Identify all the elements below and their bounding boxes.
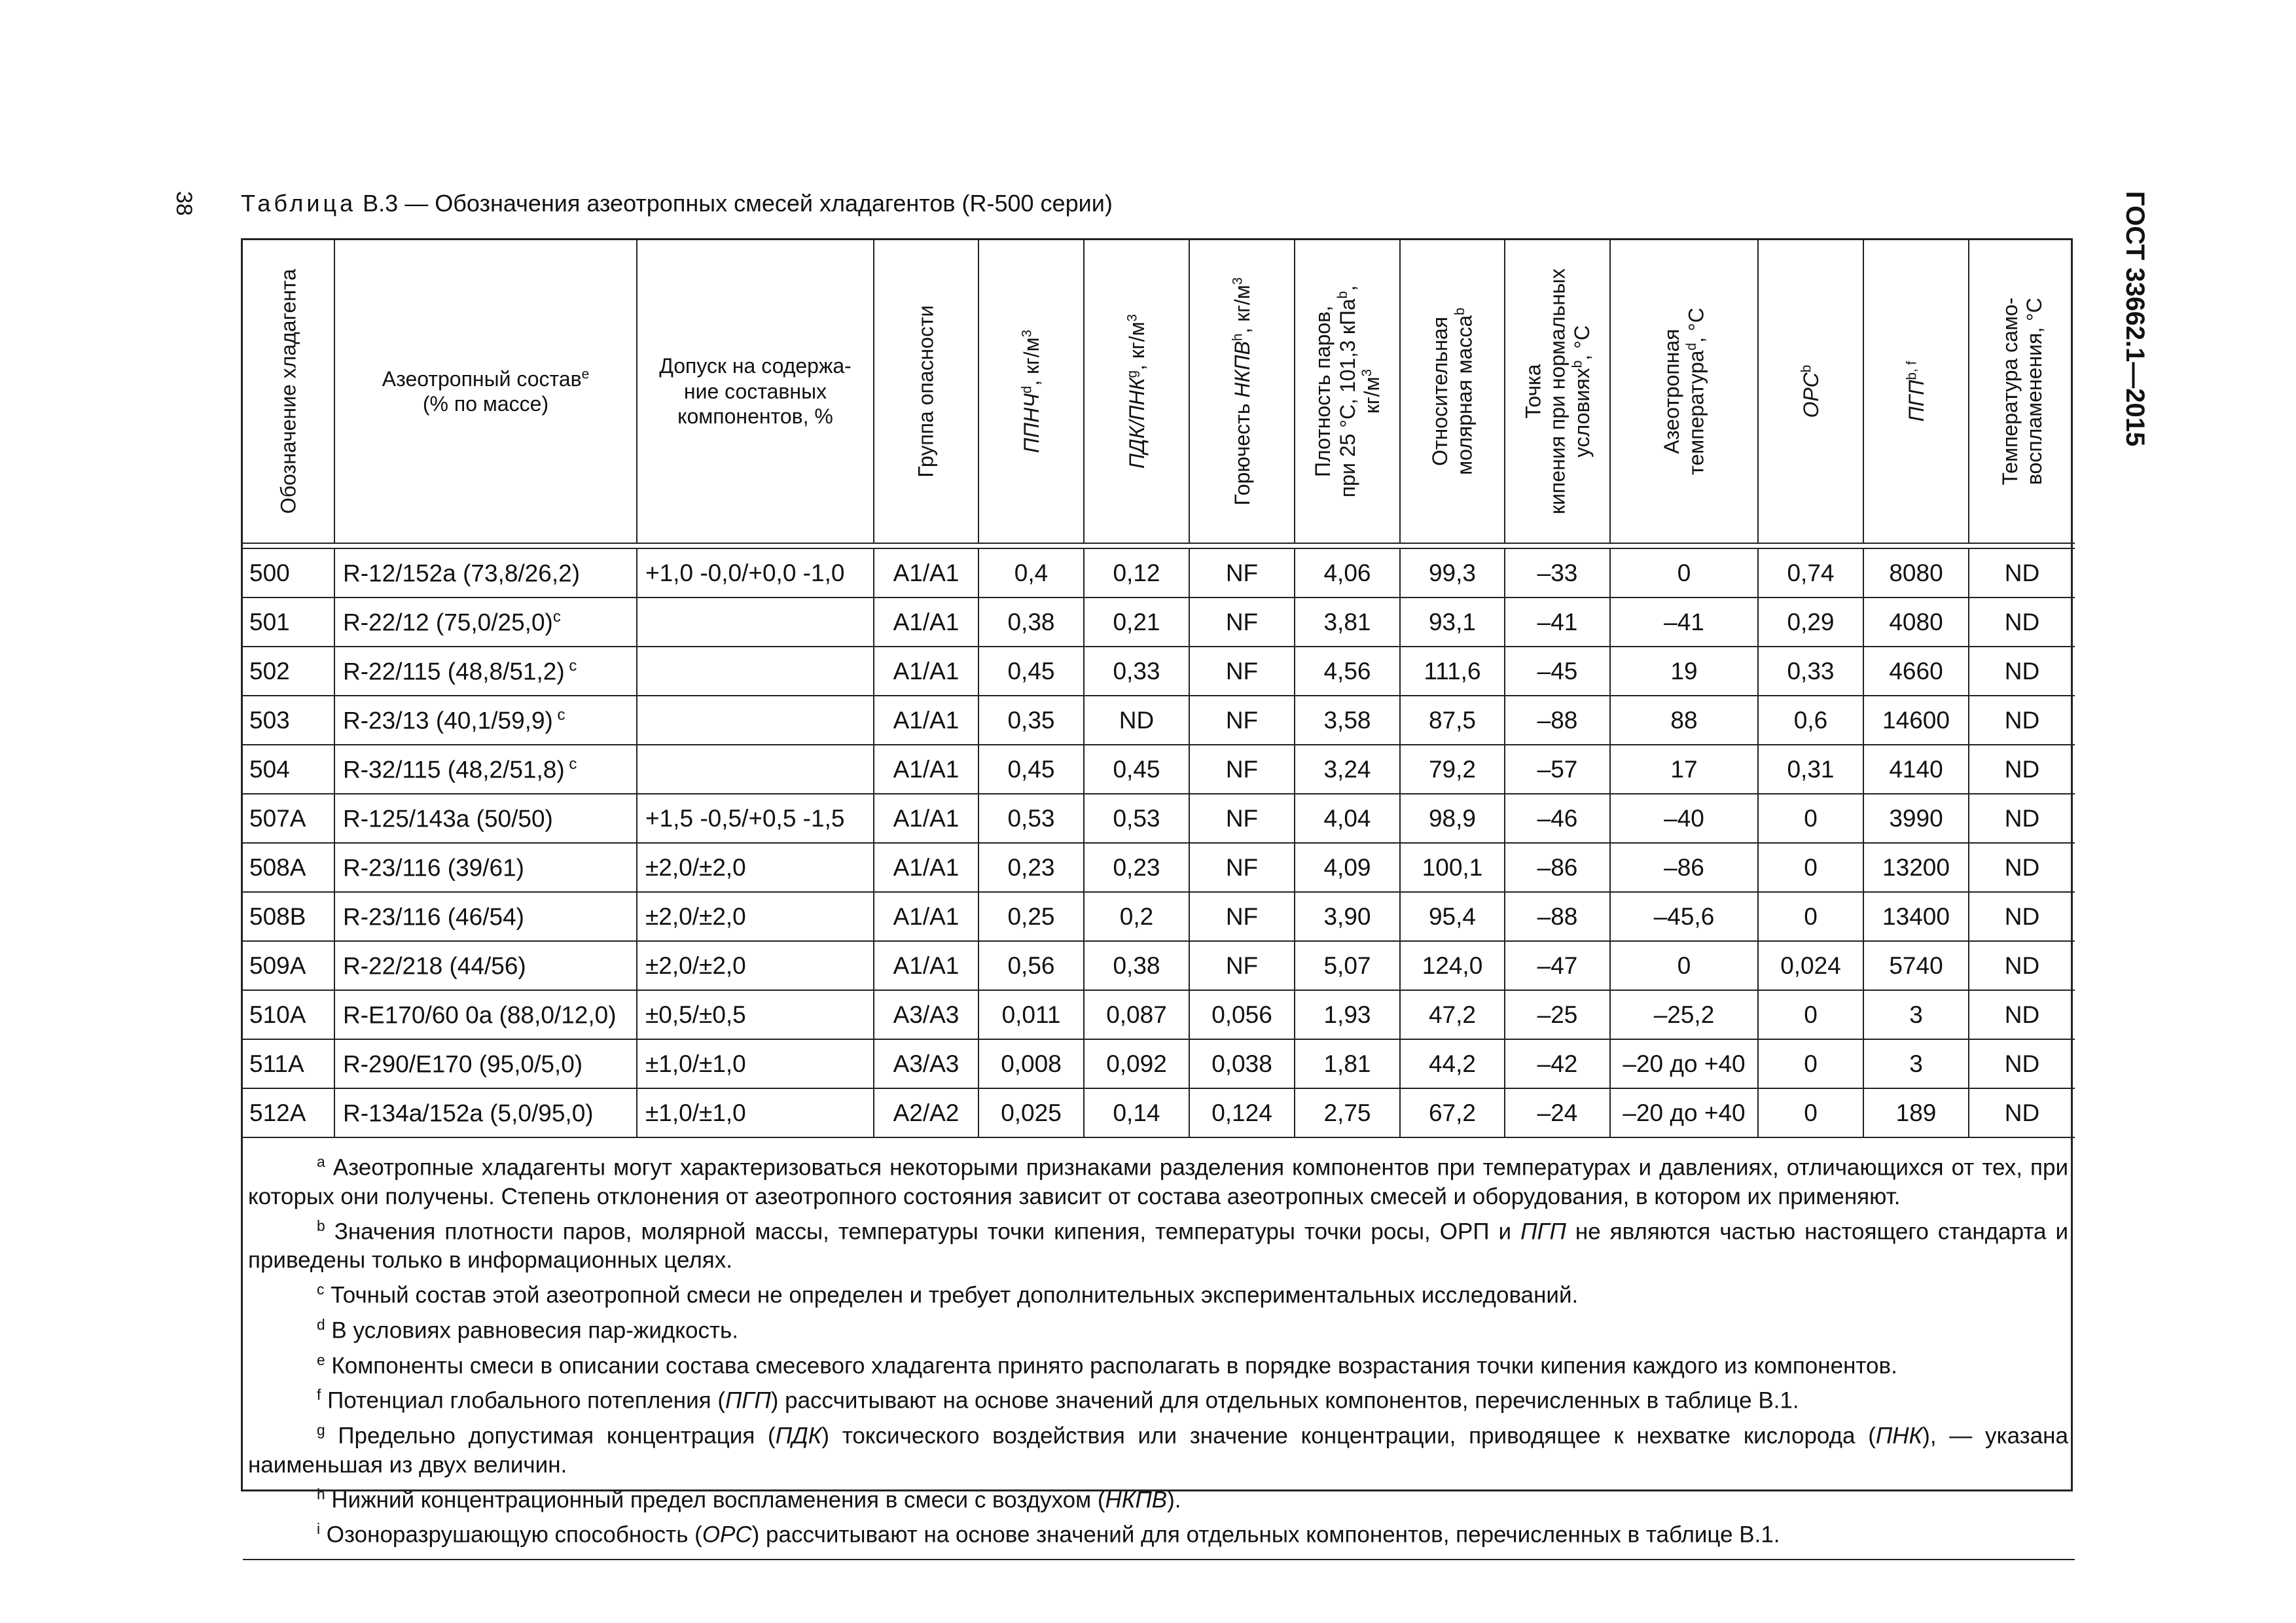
cell-safety-group: A2/A2 [874,1088,978,1137]
cell-pgp: 4080 [1863,597,1969,647]
cell-composition: R-32/115 (48,2/51,8) $^c$ [334,745,637,794]
cell-designation: 508A [243,843,334,892]
cell-composition: R-134a/152a (5,0/95,0) [334,1088,637,1137]
cell-autoignition: ND [1969,794,2075,843]
cell-safety-group: A1/A1 [874,696,978,745]
cell-azeotropic-temp: –40 [1610,794,1758,843]
cell-ppnch: 0,23 [978,843,1084,892]
cell-ppnch: 0,45 [978,647,1084,696]
cell-tolerance: ±0,5/±0,5 [637,990,874,1039]
cell-vapor-density: 3,24 [1295,745,1400,794]
footnote-d: $^d$ В условиях равновесия пар-жидкость. [317,1315,738,1344]
cell-ors: 0,29 [1758,597,1863,647]
cell-pdk: 0,53 [1084,794,1189,843]
table-row [243,597,2075,647]
cell-ppnch: 0,025 [978,1088,1084,1137]
cell-ors: 0,74 [1758,548,1863,597]
cell-safety-group: A1/A1 [874,941,978,990]
cell-ors: 0 [1758,1088,1863,1137]
cell-pgp: 5740 [1863,941,1969,990]
cell-composition: R-22/12 $(75,0/25,0)^c$ [334,597,637,647]
header-azeotropic-temp: Азеотропная температура$^d$, °С [1610,240,1758,543]
cell-ppnch: 0,4 [978,548,1084,597]
table-row [243,1039,2075,1088]
cell-tolerance: ±1,0/±1,0 [637,1039,874,1088]
cell-ppnch: 0,011 [978,990,1084,1039]
cell-molar-mass: 98,9 [1400,794,1505,843]
cell-composition: R-23/116 (39/61) [334,843,637,892]
cell-azeotropic-temp: 88 [1610,696,1758,745]
header-flammability: Горючесть НКПВ$^h$, $кг/м^3$ [1189,240,1295,543]
cell-autoignition: ND [1969,1039,2075,1088]
cell-pgp: 3990 [1863,794,1969,843]
cell-molar-mass: 99,3 [1400,548,1505,597]
cell-autoignition: ND [1969,990,2075,1039]
cell-azeotropic-temp: 19 [1610,647,1758,696]
cell-pgp: 13200 [1863,843,1969,892]
cell-designation: 501 [243,597,334,647]
header-gap [243,543,2075,548]
cell-boiling-point: –45 [1505,647,1610,696]
footnote-f: $^f$ Потенциал глобального потепления (ПГП) рассчитывают на основе значений для отдельных компонентов, перечисленных в таблице В.1. [317,1386,1799,1414]
cell-boiling-point: –47 [1505,941,1610,990]
cell-ppnch: 0,008 [978,1039,1084,1088]
cell-pgp: 14600 [1863,696,1969,745]
cell-autoignition: ND [1969,696,2075,745]
cell-composition: R-23/116 (46/54) [334,892,637,941]
cell-pgp: 3 [1863,990,1969,1039]
cell-safety-group: A1/A1 [874,892,978,941]
cell-safety-group: A1/A1 [874,597,978,647]
cell-tolerance: ±2,0/±2,0 [637,843,874,892]
cell-vapor-density: 5,07 [1295,941,1400,990]
cell-boiling-point: –46 [1505,794,1610,843]
cell-composition: R-12/152a (73,8/26,2) [334,548,637,597]
azeotrope-table-frame [241,238,2073,1548]
cell-pdk: 0,33 [1084,647,1189,696]
azeotrope-table [243,240,2075,1560]
cell-azeotropic-temp: –86 [1610,843,1758,892]
cell-designation: 511A [243,1039,334,1088]
cell-designation: 509A [243,941,334,990]
cell-pgp: 13400 [1863,892,1969,941]
footnotes [243,1137,2075,1560]
cell-molar-mass: 93,1 [1400,597,1505,647]
cell-composition: R-23/13 (40,1/59,9) $^c$ [334,696,637,745]
table-row [243,843,2075,892]
cell-autoignition: ND [1969,597,2075,647]
cell-tolerance: ±1,0/±1,0 [637,1088,874,1137]
cell-tolerance: ±2,0/±2,0 [637,941,874,990]
table-row [243,745,2075,794]
header-ors: ОРС$^b$ [1758,240,1863,543]
cell-azeotropic-temp: –45,6 [1610,892,1758,941]
cell-composition: R-22/115 (48,8/51,2) $^c$ [334,647,637,696]
cell-pdk: ND [1084,696,1189,745]
cell-designation: 503 [243,696,334,745]
caption-title: В.3 — Обозначения азеотропных смесей хладагентов (R-500 серии) [363,190,1113,217]
cell-flammability: 0,124 [1189,1088,1295,1137]
cell-vapor-density: 4,56 [1295,647,1400,696]
cell-flammability: NF [1189,548,1295,597]
cell-vapor-density: 4,06 [1295,548,1400,597]
cell-flammability: NF [1189,843,1295,892]
footnote-a: $^a$ Азеотропные хладагенты могут характеризоваться некоторыми признаками разделения компонентов при температурах и давлениях, отличающихся от тех, при которых они получены. Степень отклонения от азеотропного состояния зависит от состава азеотропных смесей и оборудования, в котором их применяют. [248,1153,2068,1209]
cell-flammability: NF [1189,941,1295,990]
header-boiling-point: Точка кипения при нормальных условиях$^b$, °С [1505,240,1610,543]
cell-autoignition: ND [1969,941,2075,990]
table-row [243,794,2075,843]
cell-autoignition: ND [1969,843,2075,892]
cell-boiling-point: –24 [1505,1088,1610,1137]
cell-boiling-point: –41 [1505,597,1610,647]
cell-boiling-point: –25 [1505,990,1610,1039]
cell-ors: 0,31 [1758,745,1863,794]
table-row [243,990,2075,1039]
cell-pdk: 0,2 [1084,892,1189,941]
cell-safety-group: A3/A3 [874,990,978,1039]
cell-flammability: NF [1189,647,1295,696]
cell-designation: 508B [243,892,334,941]
cell-composition: R-E170/60 0a (88,0/12,0) [334,990,637,1039]
cell-flammability: 0,038 [1189,1039,1295,1088]
table-row [243,548,2075,597]
footnote-b: $^b$ Значения плотности паров, молярной массы, температуры точки кипения, температуры точки росы, ОРП и ПГП не являются частью настоящего стандарта и приведены только в информационных целях. [248,1217,2068,1274]
cell-vapor-density: 1,93 [1295,990,1400,1039]
footnote-i: $^i$ Озоноразрушающую способность (ОРС) рассчитывают на основе значений для отдельных компонентов, перечисленных в таблице В.1. [317,1520,1780,1548]
cell-molar-mass: 124,0 [1400,941,1505,990]
cell-vapor-density: 4,04 [1295,794,1400,843]
cell-ors: 0,024 [1758,941,1863,990]
cell-molar-mass: 95,4 [1400,892,1505,941]
cell-designation: 504 [243,745,334,794]
footnote-g: $^g$ Предельно допустимая концентрация (ПДК) токсического воздействия или значение концентрации, приводящее к нехватке кислорода (ПНК), — указана наименьшая из двух величин. [248,1421,2068,1478]
cell-safety-group: A1/A1 [874,794,978,843]
cell-safety-group: A1/A1 [874,647,978,696]
header-safety-group: Группа опасности [874,240,978,543]
cell-tolerance: +1,5 -0,5/+0,5 -1,5 [637,794,874,843]
cell-tolerance: +1,0 -0,0/+0,0 -1,0 [637,548,874,597]
header-ppnch: ППНЧ$^d$, $кг/м^3$ [978,240,1084,543]
cell-ppnch: 0,38 [978,597,1084,647]
header-pgp: ПГП$^{b, f}$ [1863,240,1969,543]
cell-vapor-density: 3,58 [1295,696,1400,745]
cell-molar-mass: 111,6 [1400,647,1505,696]
cell-pdk: 0,087 [1084,990,1189,1039]
header-composition: Азеотропный состав$^e$ (% по массе) [334,240,637,543]
cell-pgp: 8080 [1863,548,1969,597]
table-row [243,892,2075,941]
cell-ppnch: 0,56 [978,941,1084,990]
cell-pgp: 4660 [1863,647,1969,696]
cell-molar-mass: 79,2 [1400,745,1505,794]
cell-azeotropic-temp: –41 [1610,597,1758,647]
cell-tolerance [637,597,874,647]
cell-vapor-density: 4,09 [1295,843,1400,892]
cell-designation: 507A [243,794,334,843]
cell-composition: R-22/218 (44/56) [334,941,637,990]
cell-pdk: 0,23 [1084,843,1189,892]
cell-azeotropic-temp: –25,2 [1610,990,1758,1039]
cell-vapor-density: 1,81 [1295,1039,1400,1088]
table-row [243,647,2075,696]
cell-vapor-density: 3,90 [1295,892,1400,941]
cell-molar-mass: 47,2 [1400,990,1505,1039]
header-tolerance: Допуск на содержа- ние составных компонентов, % [637,240,874,543]
cell-pdk: 0,14 [1084,1088,1189,1137]
cell-autoignition: ND [1969,745,2075,794]
cell-ppnch: 0,35 [978,696,1084,745]
cell-tolerance [637,647,874,696]
cell-ors: 0,6 [1758,696,1863,745]
cell-ors: 0 [1758,843,1863,892]
header-row [243,240,2075,543]
cell-pdk: 0,12 [1084,548,1189,597]
cell-ors: 0,33 [1758,647,1863,696]
footnote-c: $^c$ Точный состав этой азеотропной смеси не определен и требует дополнительных экспериментальных исследований. [317,1281,1579,1308]
cell-safety-group: A3/A3 [874,1039,978,1088]
cell-azeotropic-temp: –20 до +40 [1610,1039,1758,1088]
cell-vapor-density: 2,75 [1295,1088,1400,1137]
cell-boiling-point: –86 [1505,843,1610,892]
cell-flammability: NF [1189,745,1295,794]
document-code: ГОСТ 33662.1—2015 [2121,191,2149,447]
cell-tolerance [637,696,874,745]
cell-designation: 500 [243,548,334,597]
caption-label: Таблица [241,190,357,217]
cell-boiling-point: –88 [1505,892,1610,941]
table-row [243,1088,2075,1137]
cell-autoignition: ND [1969,1088,2075,1137]
cell-flammability: NF [1189,794,1295,843]
cell-flammability: 0,056 [1189,990,1295,1039]
table-row [243,696,2075,745]
cell-molar-mass: 87,5 [1400,696,1505,745]
cell-autoignition: ND [1969,647,2075,696]
cell-boiling-point: –57 [1505,745,1610,794]
header-vapor-density: Плотность паров, при 25 °С, 101,3 кПа$^b$, $кг/м^3$ [1295,240,1400,543]
cell-designation: 502 [243,647,334,696]
cell-molar-mass: 100,1 [1400,843,1505,892]
cell-pdk: 0,45 [1084,745,1189,794]
cell-autoignition: ND [1969,548,2075,597]
cell-pgp: 3 [1863,1039,1969,1088]
cell-vapor-density: 3,81 [1295,597,1400,647]
cell-azeotropic-temp: 17 [1610,745,1758,794]
cell-composition: R-125/143a (50/50) [334,794,637,843]
cell-boiling-point: –33 [1505,548,1610,597]
cell-pdk: 0,092 [1084,1039,1189,1088]
cell-boiling-point: –42 [1505,1039,1610,1088]
cell-pdk: 0,38 [1084,941,1189,990]
cell-azeotropic-temp: 0 [1610,941,1758,990]
cell-flammability: NF [1189,597,1295,647]
cell-safety-group: A1/A1 [874,843,978,892]
header-designation: Обозначение хладагента [243,240,334,543]
cell-designation: 510A [243,990,334,1039]
cell-ppnch: 0,53 [978,794,1084,843]
footnote-e: $^e$ Компоненты смеси в описании состава смесевого хладагента принято располагать в порядке возрастания точки кипения каждого из компонентов. [317,1351,1897,1379]
cell-molar-mass: 44,2 [1400,1039,1505,1088]
cell-tolerance: ±2,0/±2,0 [637,892,874,941]
page-number: 38 [171,191,196,216]
cell-pgp: 4140 [1863,745,1969,794]
cell-ppnch: 0,25 [978,892,1084,941]
cell-boiling-point: –88 [1505,696,1610,745]
table-caption [241,190,1113,217]
cell-pgp: 189 [1863,1088,1969,1137]
cell-ors: 0 [1758,892,1863,941]
cell-designation: 512A [243,1088,334,1137]
header-molar-mass: Относительная молярная масса$^b$ [1400,240,1505,543]
cell-safety-group: A1/A1 [874,745,978,794]
header-autoignition: Температура само- воспламенения, °С [1969,240,2075,543]
cell-azeotropic-temp: 0 [1610,548,1758,597]
cell-pdk: 0,21 [1084,597,1189,647]
header-pdk: ПДК/ПНК$^g$, $кг/м^3$ [1084,240,1189,543]
cell-ors: 0 [1758,1039,1863,1088]
cell-safety-group: A1/A1 [874,548,978,597]
cell-ors: 0 [1758,794,1863,843]
cell-ppnch: 0,45 [978,745,1084,794]
table-row [243,941,2075,990]
cell-flammability: NF [1189,892,1295,941]
cell-tolerance [637,745,874,794]
cell-autoignition: ND [1969,892,2075,941]
cell-flammability: NF [1189,696,1295,745]
cell-azeotropic-temp: –20 до +40 [1610,1088,1758,1137]
cell-ors: 0 [1758,990,1863,1039]
cell-composition: R-290/E170 (95,0/5,0) [334,1039,637,1088]
cell-molar-mass: 67,2 [1400,1088,1505,1137]
footnote-h: $^h$ Нижний концентрационный предел воспламенения в смеси с воздухом (НКПВ). [317,1485,1181,1513]
